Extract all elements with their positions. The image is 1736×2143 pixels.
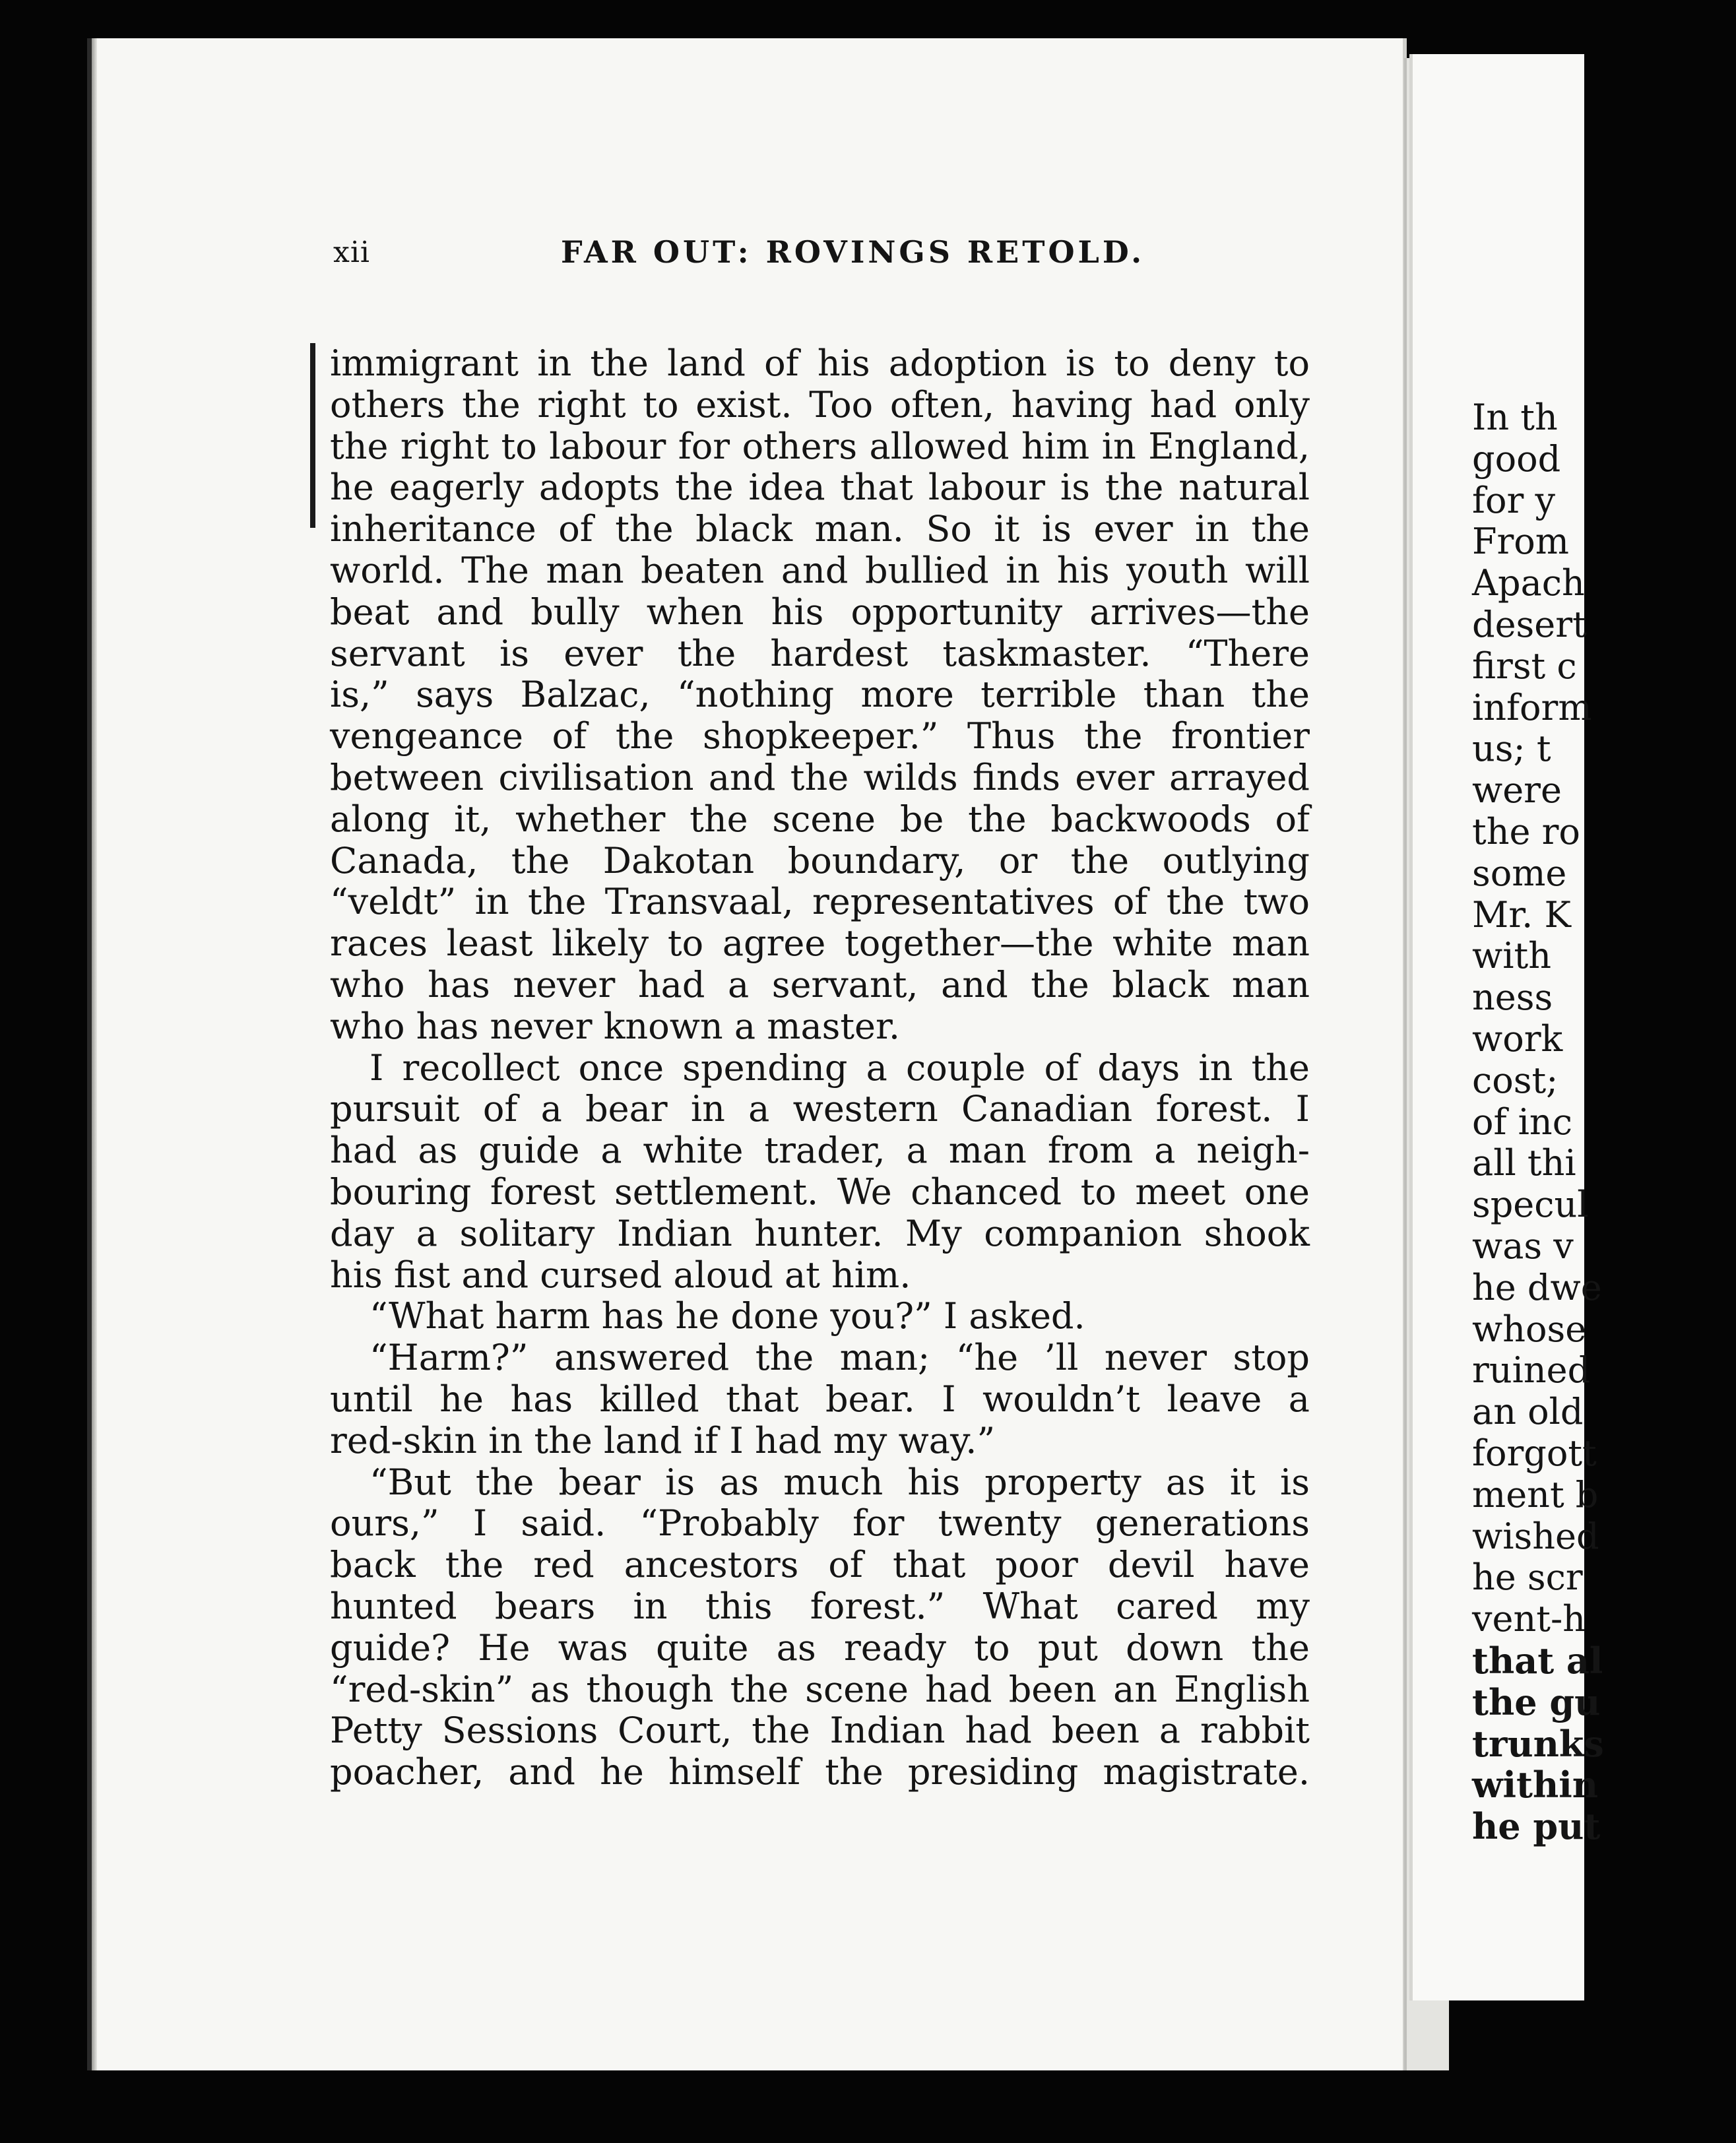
right-page-line: desert [1472, 603, 1587, 645]
right-page-line: trunks [1472, 1722, 1604, 1765]
right-page-line: inform [1472, 686, 1592, 728]
text-line: pursuit of a bear in a western Canadian forest. I [330, 1088, 1310, 1130]
right-page-line: whose [1472, 1308, 1587, 1350]
text-line: inheritance of the black man. So it is ever in the [330, 508, 1310, 550]
right-page-line: within [1472, 1764, 1598, 1807]
right-page-line: ruined [1472, 1349, 1591, 1391]
text-line: is,” says Balzac, “nothing more terrible than the [330, 674, 1310, 716]
text-line: had as guide a white trader, a man from a neigh- [330, 1130, 1310, 1172]
text-line: poacher, and he himself the presiding magistrate. [330, 1751, 1310, 1793]
text-line: day a solitary Indian hunter. My companion shook [330, 1212, 1310, 1254]
text-line: “veldt” in the Transvaal, representatives of the two [330, 881, 1310, 923]
text-line: immigrant in the land of his adoption is to deny to [330, 342, 1310, 384]
right-page-line: he dwe [1472, 1266, 1602, 1308]
text-line: bouring forest settlement. We chanced to meet one [330, 1170, 1310, 1213]
right-page-line: From [1472, 521, 1569, 563]
right-page-line: of inc [1472, 1101, 1572, 1143]
text-line: the right to labour for others allowed him in England, [330, 425, 1310, 467]
text-line: servant is ever the hardest taskmaster. “There [330, 632, 1310, 674]
right-page-line: was v [1472, 1225, 1574, 1267]
body-text [330, 343, 1310, 1793]
right-page-line: wished [1472, 1515, 1599, 1557]
right-page-line: Apach [1472, 562, 1585, 604]
right-page-line: for y [1472, 479, 1555, 521]
text-line: races least likely to agree together—the white man [330, 922, 1310, 965]
right-page-line: all thi [1472, 1142, 1576, 1184]
right-page-line: the gu [1472, 1680, 1601, 1723]
text-line: others the right to exist. Too often, having had only [330, 383, 1310, 426]
text-line: “Harm?” answered the man; “he ’ll never stop [370, 1337, 1310, 1379]
right-page-line: an old [1472, 1391, 1584, 1433]
page-header [333, 228, 1376, 280]
text-line: I recollect once spending a couple of days in the [370, 1046, 1310, 1089]
text-line: his fist and cursed aloud at him. [330, 1254, 911, 1296]
right-page-line: specul [1472, 1184, 1589, 1226]
right-page-line: good [1472, 437, 1561, 480]
right-page-line: the ro [1472, 810, 1580, 852]
text-line: world. The man beaten and bullied in his youth will [330, 549, 1310, 591]
text-line: along it, whether the scene be the backwoods of [330, 798, 1310, 840]
text-line: vengeance of the shopkeeper.” Thus the frontier [330, 715, 1310, 757]
right-page-line: work [1472, 1017, 1563, 1060]
right-page-line: vent-h [1472, 1598, 1586, 1640]
right-page-line: us; t [1472, 728, 1551, 770]
right-page-line: cost; [1472, 1059, 1559, 1101]
right-page-line: some [1472, 852, 1567, 894]
text-line: hunted bears in this forest.” What cared my [330, 1585, 1310, 1627]
right-page-line: he put [1472, 1805, 1601, 1848]
right-page-line: with [1472, 935, 1551, 977]
text-line: “red-skin” as though the scene had been an English [330, 1668, 1310, 1710]
text-line: he eagerly adopts the idea that labour is the natural [330, 466, 1310, 509]
right-page-line: were [1472, 769, 1562, 812]
text-line: until he has killed that bear. I wouldn’t leave a [330, 1378, 1310, 1420]
right-page-line: he scr [1472, 1556, 1583, 1599]
text-line: Petty Sessions Court, the Indian had been a rabbit [330, 1710, 1310, 1752]
right-page-line: ness [1472, 976, 1553, 1019]
text-line: “But the bear is as much his property as it is [370, 1461, 1310, 1503]
text-line: who has never known a master. [330, 1005, 901, 1047]
text-line: ours,” I said. “Probably for twenty generations [330, 1502, 1310, 1545]
right-page-line: Mr. K [1472, 893, 1571, 936]
margin-mark [310, 343, 315, 528]
page-number: xii [333, 236, 370, 269]
text-line: guide? He was quite as ready to put down the [330, 1626, 1310, 1669]
text-line: red-skin in the land if I had my way.” [330, 1419, 996, 1461]
right-page-line: forgott [1472, 1432, 1597, 1474]
text-line: “What harm has he done you?” I asked. [370, 1295, 1085, 1337]
right-page-text [1472, 397, 1736, 1847]
running-title: FAR OUT: ROVINGS RETOLD. [561, 234, 1145, 270]
right-page [1409, 54, 1604, 2000]
text-line: who has never had a servant, and the black man [330, 963, 1310, 1006]
right-page-line: In th [1472, 397, 1558, 438]
text-line: Canada, the Dakotan boundary, or the outlying [330, 839, 1310, 881]
right-page-line: first c [1472, 645, 1577, 687]
right-page-line: that al [1472, 1639, 1603, 1682]
text-line: beat and bully when his opportunity arrives—the [330, 591, 1310, 633]
right-page-line: ment b [1472, 1473, 1599, 1516]
text-line: back the red ancestors of that poor devil have [330, 1544, 1310, 1586]
text-line: between civilisation and the wilds finds ever arrayed [330, 756, 1310, 798]
